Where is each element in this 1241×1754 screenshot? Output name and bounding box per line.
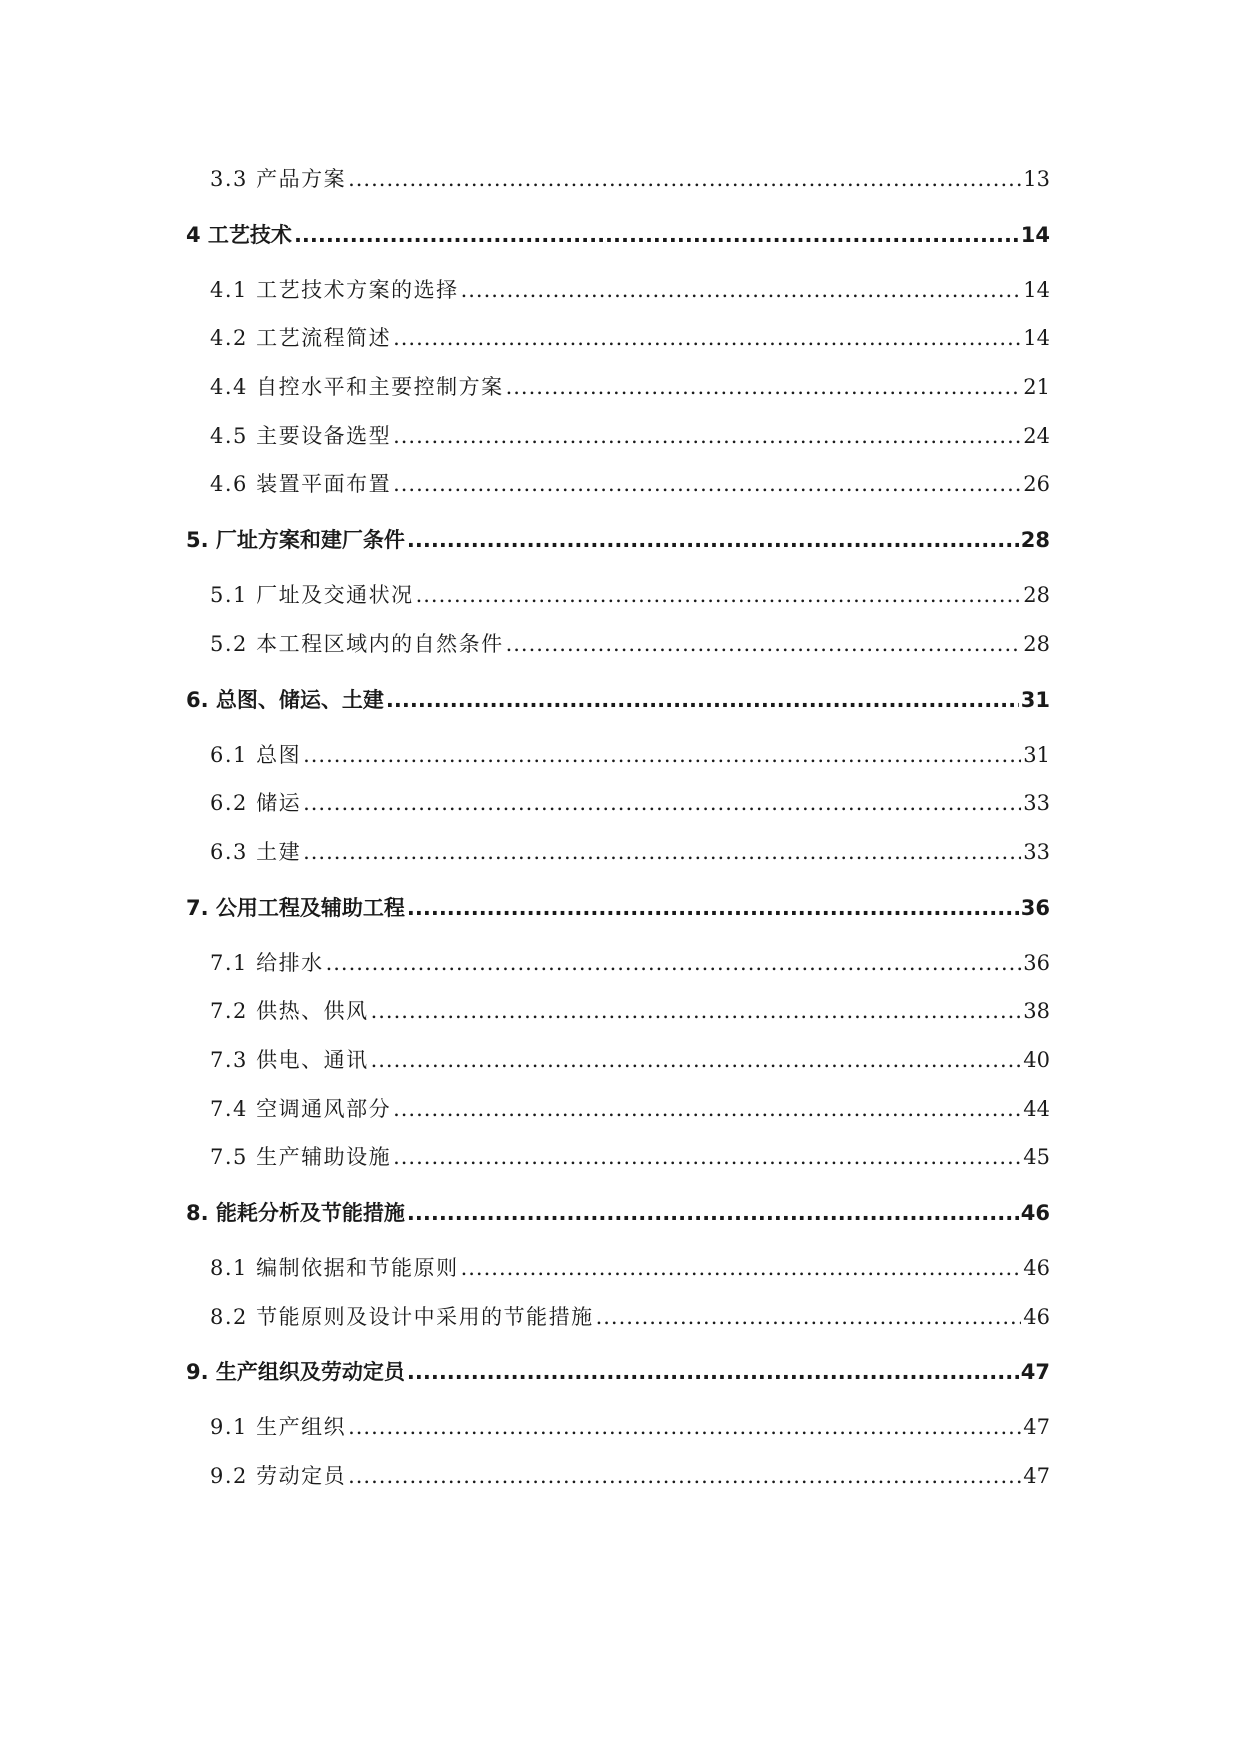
toc-entry-label: 7. 公用工程及辅助工程 [186,895,405,920]
toc-page-number: 31 [1020,687,1050,712]
toc-page-number: 14 [1023,326,1050,351]
toc-dot-leader [348,155,1021,204]
toc-entry-label: 7.4 空调通风部分 [210,1096,392,1121]
toc-dot-leader [371,987,1022,1036]
toc-chapter-entry[interactable] [186,877,1050,939]
toc-section-entry[interactable] [186,1133,1050,1182]
toc-section-entry[interactable] [186,779,1050,828]
toc-chapter-entry[interactable] [186,204,1050,266]
toc-page-number: 47 [1023,1464,1050,1489]
toc-section-entry[interactable] [186,828,1050,877]
toc-dot-leader [416,571,1022,620]
toc-section-entry[interactable] [186,620,1050,669]
toc-page-number: 28 [1023,583,1050,608]
toc-page-number: 40 [1023,1047,1050,1072]
toc-entry-label: 4.1 工艺技术方案的选择 [210,277,459,302]
toc-dot-leader [407,1182,1019,1244]
toc-page-number: 21 [1023,375,1050,400]
toc-entry-label: 8.1 编制依据和节能原则 [210,1256,459,1280]
toc-entry-label: 7.2 供热、供风 [210,999,369,1024]
toc-page-number: 31 [1023,742,1050,767]
toc-page-number: 28 [1023,631,1050,656]
toc-page-number: 38 [1023,999,1050,1024]
toc-page-number: 45 [1023,1145,1050,1170]
toc-dot-leader [407,877,1019,939]
toc-section-entry[interactable] [186,1244,1050,1293]
toc-dot-leader [393,1133,1021,1182]
toc-dot-leader [506,620,1022,669]
toc-dot-leader [407,509,1019,571]
toc-entry-label: 9. 生产组织及劳动定员 [186,1360,405,1385]
toc-page-number: 24 [1023,423,1050,448]
toc-section-entry[interactable] [186,1085,1050,1134]
toc-section-entry[interactable] [186,987,1050,1036]
toc-page-number: 46 [1023,1256,1050,1280]
toc-chapter-entry[interactable] [186,1182,1050,1244]
toc-entry-label: 3.3 产品方案 [210,167,347,191]
toc-entry-label: 6.1 总图 [210,742,302,767]
toc-chapter-entry[interactable] [186,669,1050,731]
toc-entry-label: 9.1 生产组织 [210,1415,347,1440]
toc-dot-leader [393,314,1021,363]
toc-dot-leader [371,1036,1022,1085]
toc-dot-leader [393,1085,1021,1134]
toc-page-number: 47 [1020,1360,1050,1385]
toc-page-number: 36 [1020,895,1050,920]
toc-entry-label: 4.6 装置平面布置 [210,472,392,497]
toc-section-entry[interactable] [186,1293,1050,1342]
toc-section-entry[interactable] [186,1452,1050,1501]
toc-section-entry[interactable] [186,412,1050,461]
toc-entry-label: 9.2 劳动定员 [210,1464,347,1489]
toc-section-entry[interactable] [186,460,1050,509]
toc-entry-label: 5.2 本工程区域内的自然条件 [210,631,504,656]
toc-entry-label: 6.2 储运 [210,791,302,816]
toc-entry-label: 5. 厂址方案和建厂条件 [186,528,405,553]
toc-dot-leader [303,779,1021,828]
toc-entry-label: 4.2 工艺流程简述 [210,326,392,351]
toc-section-entry[interactable] [186,155,1050,204]
toc-page-number: 46 [1020,1201,1050,1225]
toc-entry-label: 6. 总图、储运、土建 [186,687,384,712]
toc-dot-leader [326,939,1022,988]
toc-dot-leader [348,1452,1021,1501]
toc-section-entry[interactable] [186,1036,1050,1085]
toc-chapter-entry[interactable] [186,1341,1050,1403]
toc-section-entry[interactable] [186,363,1050,412]
toc-entry-label: 4.5 主要设备选型 [210,423,392,448]
toc-section-entry[interactable] [186,731,1050,780]
toc-entry-label: 6.3 土建 [210,839,302,864]
toc-dot-leader [596,1293,1022,1342]
toc-entry-label: 7.3 供电、通讯 [210,1047,369,1072]
toc-entry-label: 4 工艺技术 [186,222,292,247]
toc-entry-label: 8. 能耗分析及节能措施 [186,1201,405,1225]
toc-entry-label: 4.4 自控水平和主要控制方案 [210,375,504,400]
toc-entry-label: 8.2 节能原则及设计中采用的节能措施 [210,1304,594,1329]
toc-page-number: 46 [1023,1304,1050,1329]
toc-dot-leader [407,1341,1019,1403]
toc-page-number: 14 [1023,277,1050,302]
toc-section-entry[interactable] [186,1403,1050,1452]
toc-page-number: 36 [1023,950,1050,975]
toc-page-number: 47 [1023,1415,1050,1440]
toc-dot-leader [348,1403,1021,1452]
toc-dot-leader [461,266,1022,315]
toc-dot-leader [386,669,1019,731]
toc-dot-leader [294,204,1019,266]
toc-dot-leader [303,828,1021,877]
toc-dot-leader [393,412,1021,461]
toc-section-entry[interactable] [186,266,1050,315]
toc-page-number: 33 [1023,839,1050,864]
toc-page-number: 26 [1023,472,1050,497]
table-of-contents [186,155,1050,1501]
toc-page-number: 13 [1023,167,1050,191]
toc-section-entry[interactable] [186,939,1050,988]
toc-section-entry[interactable] [186,571,1050,620]
toc-dot-leader [393,460,1021,509]
toc-dot-leader [461,1244,1022,1293]
toc-dot-leader [506,363,1022,412]
toc-page-number: 28 [1020,528,1050,553]
toc-chapter-entry[interactable] [186,509,1050,571]
toc-entry-label: 7.1 给排水 [210,950,324,975]
toc-section-entry[interactable] [186,314,1050,363]
toc-page-number: 14 [1020,222,1050,247]
toc-page-number: 44 [1023,1096,1050,1121]
toc-entry-label: 7.5 生产辅助设施 [210,1145,392,1170]
toc-page-number: 33 [1023,791,1050,816]
toc-entry-label: 5.1 厂址及交通状况 [210,583,414,608]
toc-dot-leader [303,731,1021,780]
